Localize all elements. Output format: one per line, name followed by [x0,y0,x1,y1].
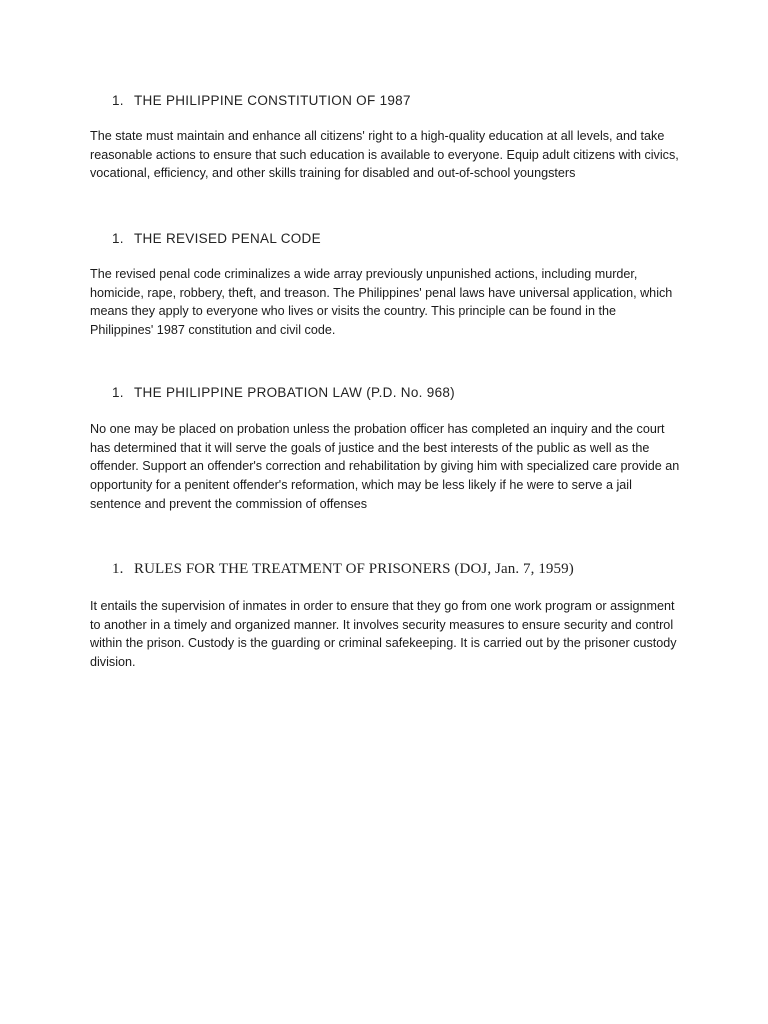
section-body-penal-code: The revised penal code criminalizes a wide array previously unpunished actions, including murder, homicide, rape, robbery, theft, and treason. The Philippines' penal laws have universal application, which means they apply to everyone who lives or visits the country. This principle can be found in the Philippines' 1987 constitution and civil code. [90,267,673,338]
section-body-probation-law: No one may be placed on probation unless the probation officer has completed an inquiry and the court has determined that it will serve the goals of justice and the best interests of the public as well as the offender. Support an offender's correction and rehabilitation by giving him with specialized care provide an opportunity for a penitent offender's reformation, which may be less likely if he were to serve a jail sentence and prevent the commission of offenses [90,422,680,511]
section-heading-penal-code [112,231,712,246]
heading-text: RULES FOR THE TREATMENT OF PRISONERS (DOJ, Jan. 7, 1959) [134,561,574,577]
list-number: 1. [112,231,124,246]
heading-text: THE REVISED PENAL CODE [134,231,321,246]
section-body-treatment-of-prisoners: It entails the supervision of inmates in order to ensure that they go from one work program or assignment to another in a timely and organized manner. It involves security measures to ensure security and control within the prison. Custody is the guarding or criminal safekeeping. It is carried out by the prisoner custody division. [90,599,677,670]
heading-text: THE PHILIPPINE CONSTITUTION OF 1987 [134,93,411,108]
list-number: 1. [112,385,124,400]
section-heading-probation-law [112,385,712,400]
list-number: 1. [112,93,124,108]
heading-text: THE PHILIPPINE PROBATION LAW (P.D. No. 968) [134,385,455,400]
section-heading-treatment-of-prisoners [112,561,712,578]
list-number: 1. [112,561,124,577]
section-heading-constitution [112,93,712,108]
section-body-constitution: The state must maintain and enhance all citizens' right to a high-quality education at all levels, and take reasonable actions to ensure that such education is available to everyone. Equip adult citizens with civics, vocational, efficiency, and other skills training for disabled and out-of-school youngsters [90,129,679,181]
